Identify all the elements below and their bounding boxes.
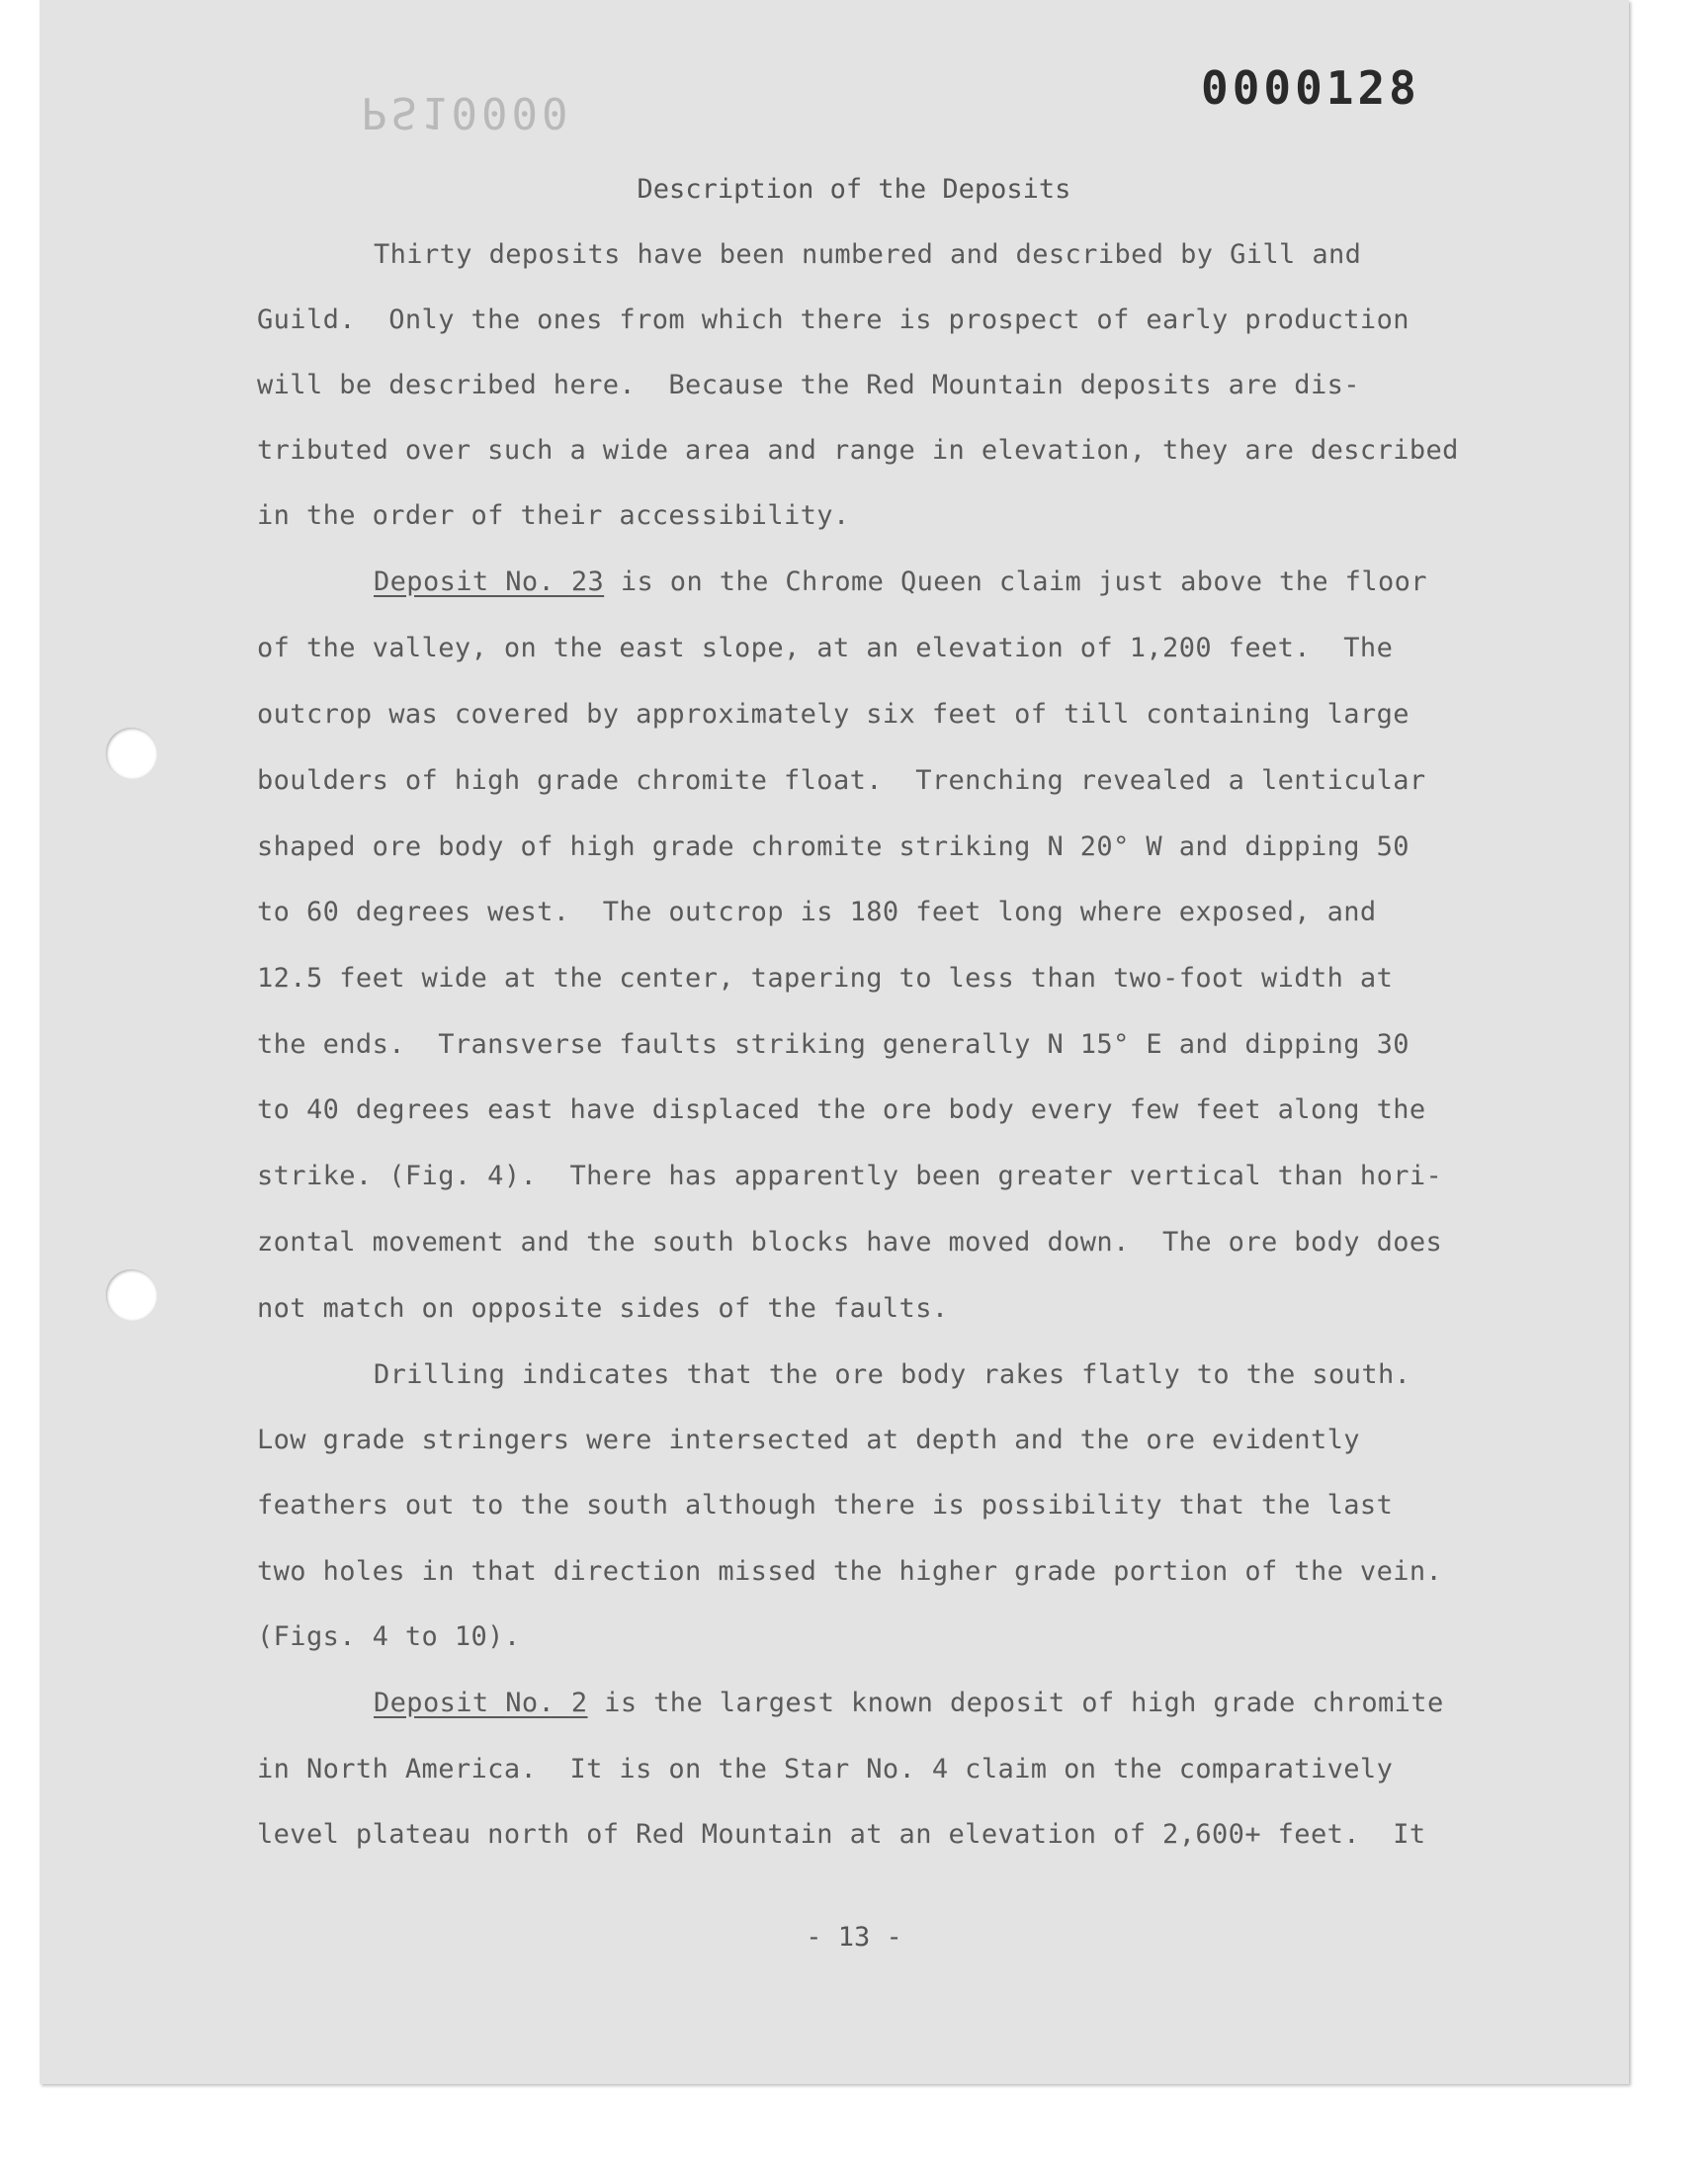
text-line: Deposit No. 23 is on the Chrome Queen claim just above the floor [374,566,1427,597]
text-line: to 60 degrees west. The outcrop is 180 feet long where exposed, and [257,897,1377,927]
deposit-23-heading: Deposit No. 23 [374,566,605,597]
text-line: Guild. Only the ones from which there is prospect of early production [257,304,1409,335]
text-line: of the valley, on the east slope, at an elevation of 1,200 feet. The [257,633,1394,663]
text-line: feathers out to the south although there is possibility that the last [257,1490,1394,1521]
page-number: - 13 - [806,1922,902,1953]
text-line: will be described here. Because the Red Mountain deposits are dis- [257,370,1360,400]
text-line: zontal movement and the south blocks have moved down. The ore body does [257,1227,1443,1258]
text-line: (Figs. 4 to 10). [257,1621,521,1652]
text-line: boulders of high grade chromite float. Trenching revealed a lenticular [257,765,1426,796]
text-line: Thirty deposits have been numbered and described by Gill and [374,239,1362,270]
text-line: level plateau north of Red Mountain at an elevation of 2,600+ feet. It [257,1819,1426,1850]
text-line: not match on opposite sides of the faults. [257,1293,949,1324]
text-line: to 40 degrees east have displaced the ore body every few feet along the [257,1094,1426,1125]
text-line: Deposit No. 2 is the largest known deposit of high grade chromite [374,1688,1444,1718]
text-line: in the order of their accessibility. [257,500,850,531]
faint-stamp: PS10000 [361,87,572,137]
text-line: Drilling indicates that the ore body rakes flatly to the south. [374,1359,1411,1390]
punch-hole-bottom [106,1269,157,1321]
text-line: two holes in that direction missed the higher grade portion of the vein. [257,1556,1443,1587]
punch-hole-top [106,728,157,779]
page-title: Description of the Deposits [637,174,1071,205]
text-line: outcrop was covered by approximately six feet of till containing large [257,699,1409,730]
deposit-2-heading: Deposit No. 2 [374,1688,588,1718]
text-line: in North America. It is on the Star No. 4 claim on the comparatively [257,1754,1394,1784]
text-line: strike. (Fig. 4). There has apparently been greater vertical than hori- [257,1161,1443,1191]
text-line: the ends. Transverse faults striking generally N 15° E and dipping 30 [257,1029,1409,1060]
text-line: tributed over such a wide area and range in elevation, they are described [257,435,1459,466]
stamp-number: 0000128 [1201,61,1420,115]
text-line: Low grade stringers were intersected at depth and the ore evidently [257,1425,1360,1455]
text-line: 12.5 feet wide at the center, tapering to less than two-foot width at [257,963,1394,994]
text-line: shaped ore body of high grade chromite striking N 20° W and dipping 50 [257,831,1409,862]
